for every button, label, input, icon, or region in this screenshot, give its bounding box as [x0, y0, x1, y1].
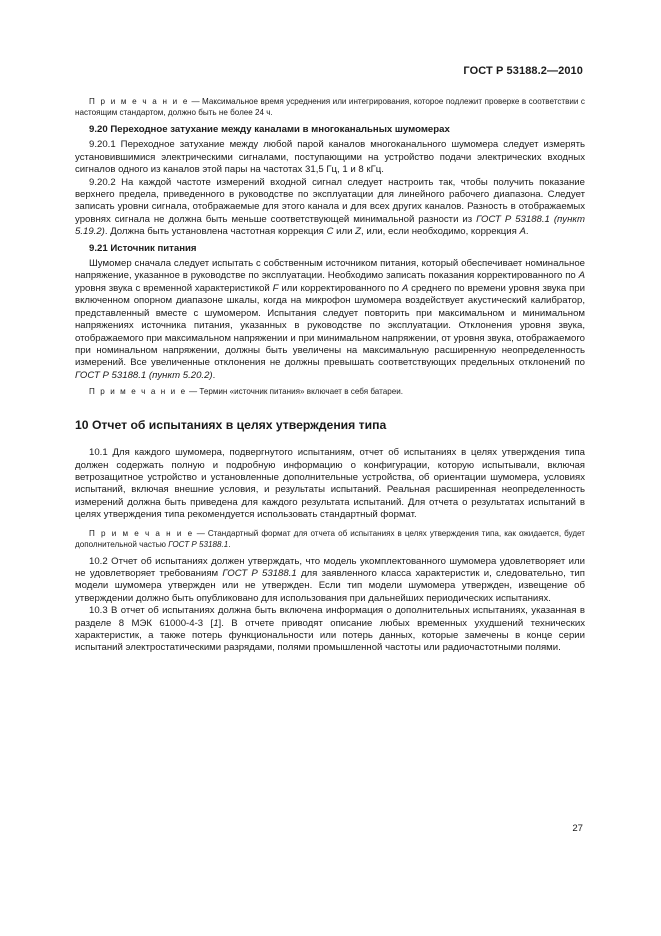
weighting-z: Z [355, 226, 362, 238]
text-run: ]. В отчете приводят описание любых временных ухудшений технических характеристик, а также потерь функциональности или потерь данных, которые замечены в конце серии испытаний электростатическими разрядами, полями промышленной частоты или радиочастотными полями. [75, 617, 585, 654]
subsection-9-21-heading: 9.21 Источник питания [89, 242, 197, 254]
standard-number-header: ГОСТ Р 53188.2—2010 [463, 65, 583, 77]
reference-gost: ГОСТ Р 53188.1 [168, 539, 229, 549]
paragraph-9-20-1: 9.20.1 Переходное затухание между любой парой каналов многоканального шумомера следует измерять установившимися электрическими сигналами, поступающими на устройство подачи электрических входных сигналов одного из каналов этой пары на частотах 31,5 Гц, 1 и 8 кГц. [75, 139, 585, 176]
note-lead: П р и м е ч а н и е [89, 97, 189, 106]
paragraph-10-1: 10.1 Для каждого шумомера, подвергнутого испытаниям, отчет об испытаниях в целях утверждения типа должен содержать полную и подробную информацию о конфигурации, которую испытывали, включая ветрозащитное устройство и установленные дополнительные устройства, об ориентации шумомера, условиях испытаний, включая внешние условия, и результаты испытаний. Реальная расширенная неопределенность измерений должна быть приведена для каждого результата испытаний. Для отчета о результатах испытаний в целях утверждения типа рекомендуется использовать стандартный формат. [75, 447, 585, 521]
text-run: среднего по времени уровня звука при включенном опорном диапазоне шкалы, когда на микрофон шумомера воздействует акустический калибратор, представленный вместе с шумомером. Испытания следует повторить при максимальном и минимальном напряжениях источника питания, указанных в руководстве по эксплуатации. Отклонения уровня звука, отображаемого при максимальном напряжении и при минимальном напряжении, от уровня звука, отображаемого при номинальном напряжении, должны быть увеличены на максимальную расширенную неопределенность измерений. Все увеличенные отклонения не должны превышать соответствующих предельных отклонений по [75, 282, 585, 369]
weighting-a: A [578, 270, 585, 282]
text-run: Шумомер сначала следует испытать с собственным источником питания, который обеспечивает номинальное напряжение, указанное в руководстве по эксплуатации. Необходимо записать показания корректированного по [75, 258, 585, 282]
reference-number: 1 [213, 617, 219, 629]
text-run: уровня звука с временной характеристикой [75, 282, 273, 294]
text-run: или корректированного по [278, 282, 402, 294]
paragraph-9-20-2 [75, 177, 585, 239]
time-weighting-f: F [272, 282, 279, 294]
note-lead: П р и м е ч а н и е [89, 387, 187, 397]
text-run: , или, если необходимо, коррекция [361, 226, 520, 238]
section-10-heading: 10 Отчет об испытаниях в целях утверждения типа [75, 418, 387, 433]
note-standard-format [75, 528, 585, 550]
note-text: — Стандартный формат для отчета об испытаниях в целях утверждения типа, как ожидается, будет дополнительной частью [75, 528, 585, 549]
weighting-a: A [401, 282, 409, 294]
weighting-c: C [326, 226, 334, 238]
note-power-source [75, 386, 585, 397]
text-run: . [525, 226, 529, 238]
text-run: . Должна быть установлена частотная коррекция [104, 226, 327, 238]
text-run: 10.3 В отчет об испытаниях должна быть включена информация о дополнительных испытаниях, указанная в разделе 8 МЭК 61000-4-3 [ [75, 605, 585, 629]
text-run: или [333, 226, 356, 238]
text-run: для заявленного класса характеристик и, следовательно, тип модели шумомера утвержден или не утвержден. Если тип модели шумомера утвержден, извещение об утверждении должно быть опубликовано для использования при дальнейших периодических испытаниях. [75, 567, 585, 604]
text-run: 9.20.2 На каждой частоте измерений входной сигнал следует настроить так, чтобы получить показание верхнего предела, приведенного в руководстве по эксплуатации для линейного рабочего диапазона. Следует записать уровни сигнала, отображаемые для этого канала и для всех других каналов. Разность в отображаемых уровнях сигнала не должна быть меньше соответствующей минимальной разности из [75, 176, 585, 225]
page-content [75, 96, 585, 655]
paragraph-10-3 [75, 605, 585, 655]
reference-gost: ГОСТ Р 53188.1 (пункт 5.19.2) [75, 213, 585, 238]
text-run: 10.2 Отчет об испытаниях должен утверждать, что модель укомплектованного шумомера удовлетворяет или не удовлетворяет требованиям [75, 555, 585, 579]
subsection-9-20-heading: 9.20 Переходное затухание между каналами в многоканальных шумомерах [89, 124, 450, 135]
weighting-a: A [519, 226, 526, 238]
text-run: . [212, 369, 216, 381]
text-run: . [228, 539, 231, 549]
paragraph-9-21 [75, 258, 585, 382]
note-text: — Максимальное время усреднения или интегрирования, которое подлежит проверке в соответствии с настоящим стандартом, должно быть не более 24 ч. [75, 97, 585, 117]
reference-gost: ГОСТ Р 53188.1 [222, 567, 297, 579]
note-lead: П р и м е ч а н и е [89, 528, 194, 538]
reference-gost: ГОСТ Р 53188.1 (пункт 5.20.2) [75, 369, 213, 381]
note-text: — Термин «источник питания» включает в себя батареи. [186, 387, 404, 397]
page-number: 27 [572, 823, 583, 834]
paragraph-10-2 [75, 556, 585, 606]
note-averaging-time [75, 96, 585, 118]
